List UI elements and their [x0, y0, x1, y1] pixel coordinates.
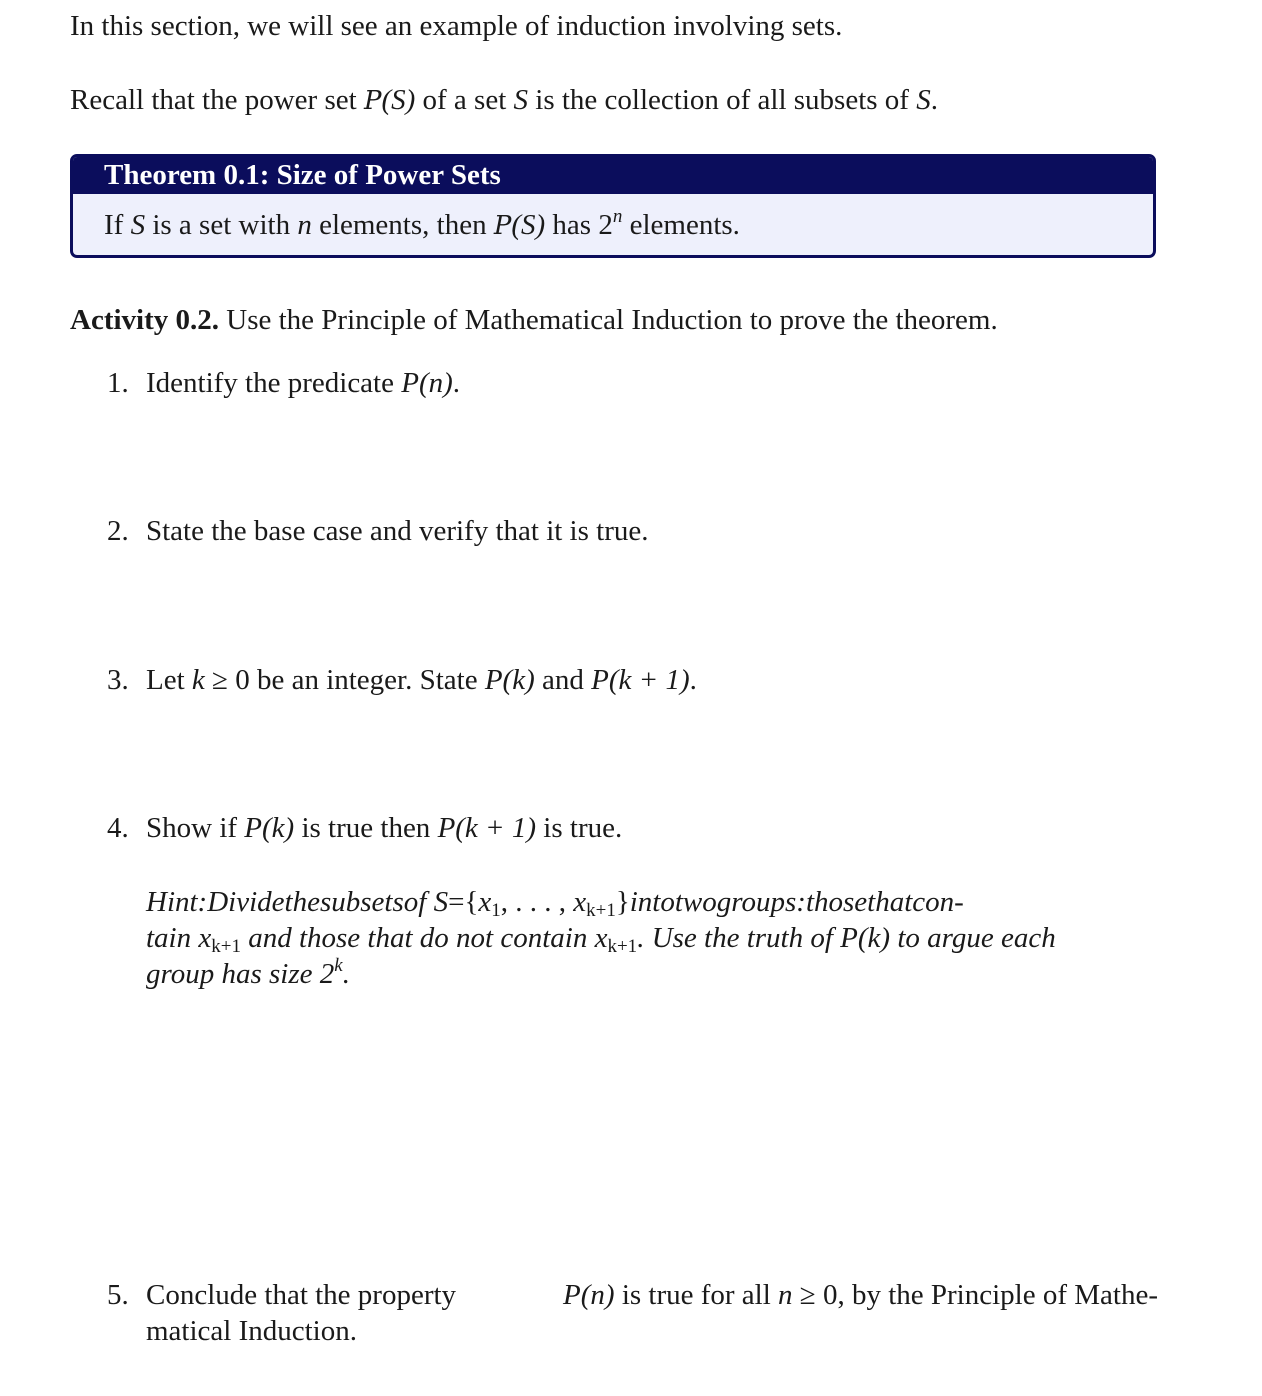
hint-paragraph: [146, 884, 1158, 992]
item-1-text: Identify the predicate P(n).: [146, 367, 461, 399]
recall-paragraph: Recall that the power set P(S) of a set S is the collection of all subsets of S.: [70, 84, 938, 116]
hint-line-3: group has size 2$^k$.: [146, 955, 350, 990]
item-3-text: Let k ≥ 0 be an integer. State P(k) and P(k + 1).: [146, 664, 697, 696]
theorem-title: Theorem 0.1: Size of Power Sets: [73, 157, 1153, 194]
theorem-statement: If S is a set with n elements, then P(S) has 2$^n$ elements.: [104, 206, 740, 241]
item-5-number: 5.: [107, 1279, 129, 1311]
activity-heading: Activity 0.2. Use the Principle of Mathematical Induction to prove the theorem.: [70, 304, 998, 336]
hint-line-1: Hint:Dividethesubsetsof $S=\{x_1$, . . . , $x_{k+1}\}intotwogroups:thosethatcon-$: [146, 886, 964, 921]
item-4-text: Show if P(k) is true then P(k + 1) is true.: [146, 812, 623, 844]
hint-line-2: tain $x_{k+1}$ and those that do not contain $x_{k+1}$. Use the truth of P(k) to argue each: [146, 922, 1056, 957]
item-5-text: Conclude that the property P(n) is true for all n ≥ 0, by the Principle of Mathe- matical Induction.: [146, 1279, 1158, 1347]
intro-paragraph: In this section, we will see an example of induction involving sets.: [70, 10, 843, 42]
item-4-number: 4.: [107, 812, 129, 844]
item-3-number: 3.: [107, 664, 129, 696]
item-2-number: 2.: [107, 515, 129, 547]
theorem-box: [70, 154, 1156, 258]
item-2-text: State the base case and verify that it is true.: [146, 515, 649, 547]
item-1-number: 1.: [107, 367, 129, 399]
